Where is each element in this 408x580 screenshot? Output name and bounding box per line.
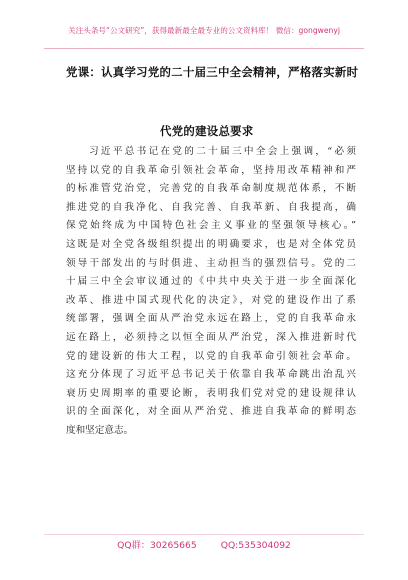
paragraph-line: 习近平总书记在党的二十届三中全会上强调，“必须 xyxy=(89,146,356,157)
paragraph-line: 远在路上，必须持之以恒全面从严治党，深入推进新时代 xyxy=(66,331,356,343)
document-title-line-2: 代党的建设总要求 xyxy=(160,124,254,138)
paragraph-line: 坚持以党的自我革命引领社会革命，坚持用改革精神和严 xyxy=(66,164,356,176)
header-note: 关注头条号“公文研究”，获得最新最全最专业的公文资料库！ 微信：gongwenyj xyxy=(68,26,340,35)
paragraph-line: 度和坚定意志。 xyxy=(66,424,134,436)
paragraph-line: 保党始终成为中国特色社会主义事业的坚强领导核心。” xyxy=(66,220,356,232)
footer-divider xyxy=(44,534,364,535)
footer-qq-group: QQ群：30265665 xyxy=(117,540,197,551)
paragraph-line: 衰历史周期率的重要论断，表明我们党对党的建设规律认 xyxy=(66,387,356,399)
header-divider xyxy=(44,48,364,49)
paragraph-line: 领导干部发出的与时俱进、主动担当的强烈信号。党的二 xyxy=(66,257,356,269)
paragraph-line: 统部署，强调全面从严治党永远在路上，党的自我革命永 xyxy=(66,313,356,325)
paragraph-line: 十届三中全会审议通过的《中共中央关于进一步全面深化 xyxy=(66,276,356,288)
footer-qq-contact: QQ:535304092 xyxy=(220,540,291,551)
document-title-line-1: 党课：认真学习党的二十届三中全会精神，严格落实新时 xyxy=(66,65,359,79)
paragraph-line: 这既是对全党各级组织提出的明确要求，也是对全体党员 xyxy=(66,238,356,250)
paragraph-line: 识的全面深化，对全面从严治党、推进自我革命的鲜明态 xyxy=(66,406,356,418)
paragraph-line: 推进党的自我净化、自我完善、自我革新、自我提高，确 xyxy=(66,201,356,213)
paragraph-line: 党的建设新的伟大工程，以党的自我革命引领社会革命。 xyxy=(66,350,356,362)
body-paragraph xyxy=(66,143,356,441)
footer-contact xyxy=(0,540,408,552)
paragraph-line: 这充分体现了习近平总书记关于依靠自我革命跳出治乱兴 xyxy=(66,369,356,381)
paragraph-line: 的标准管党治党，完善党的自我革命制度规范体系，不断 xyxy=(66,183,356,195)
paragraph-line: 改革、推进中国式现代化的决定》，对党的建设作出了系 xyxy=(66,294,356,306)
